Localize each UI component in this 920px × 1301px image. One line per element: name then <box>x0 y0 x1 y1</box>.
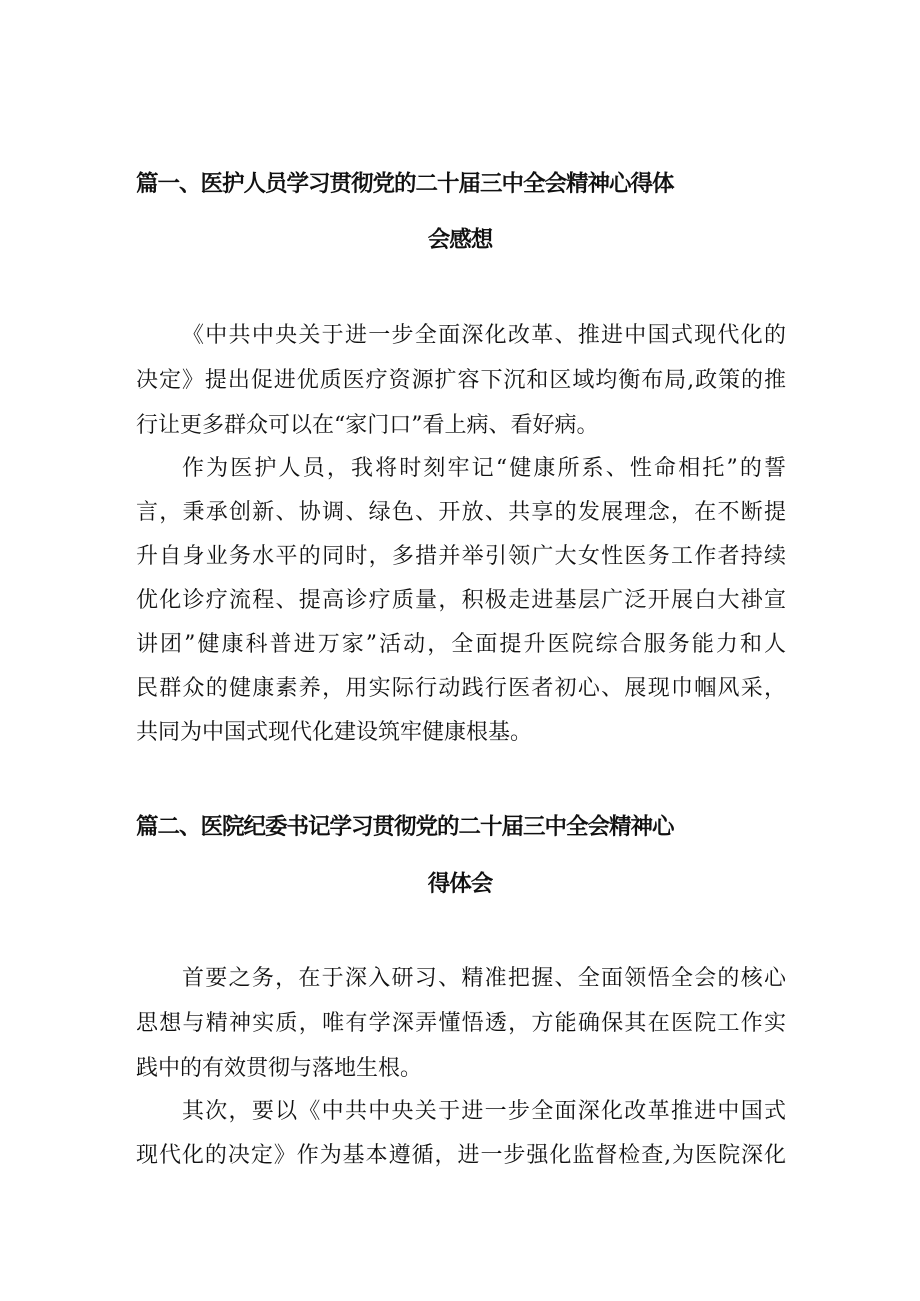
section2-para1-line3: 践中的有效贯彻与落地生根。 <box>136 1056 423 1081</box>
section2-para2-line2: 现代化的决定》作为基本遵循，进一步强化监督检查,为医院深化 <box>136 1143 786 1168</box>
section1-para2-line7: 共同为中国式现代化建设筑牢健康根基。 <box>136 720 533 745</box>
section2-para1-line1: 首要之务，在于深入研习、精准把握、全面领悟全会的核心 <box>182 966 786 991</box>
section1-para2-line3: 升自身业务水平的同时，多措并举引领广大女性医务工作者持续 <box>136 544 786 569</box>
section2-para1-line2: 思想与精神实质，唯有学深弄懂悟透，方能确保其在医院工作实 <box>136 1011 786 1036</box>
section1-para2-line5: 讲团”健康科普进万家”活动，全面提升医院综合服务能力和人 <box>136 632 786 657</box>
section1-para1-line3: 行让更多群众可以在“家门口”看上病、看好病。 <box>136 413 599 438</box>
section1-para2-line4: 优化诊疗流程、提高诊疗质量，积极走进基层广泛开展白大褂宣 <box>136 588 786 613</box>
section2-para2-line1: 其次，要以《中共中央关于进一步全面深化改革推进中国式 <box>182 1099 786 1124</box>
section1-para2-line1: 作为医护人员，我将时刻牢记“健康所系、性命相托”的誓 <box>182 456 786 481</box>
section1-para2-line6: 民群众的健康素养，用实际行动践行医者初心、展现巾帼风采， <box>136 676 786 701</box>
section1-para1-line1: 《中共中央关于进一步全面深化改革、推进中国式现代化的 <box>182 323 786 348</box>
section2-title-line1: 篇二、医院纪委书记学习贯彻党的二十届三中全会精神心 <box>136 814 674 840</box>
section2-title-line2: 得体会 <box>427 871 493 897</box>
section1-title-line2: 会感想 <box>427 227 493 253</box>
section1-title-line1: 篇一、医护人员学习贯彻党的二十届三中全会精神心得体 <box>136 171 674 197</box>
section1-para2-line2: 言，秉承创新、协调、绿色、开放、共享的发展理念，在不断提 <box>136 500 786 525</box>
section1-para1-line2: 决定》提出促进优质医疗资源扩容下沉和区域均衡布局,政策的推 <box>136 368 786 393</box>
